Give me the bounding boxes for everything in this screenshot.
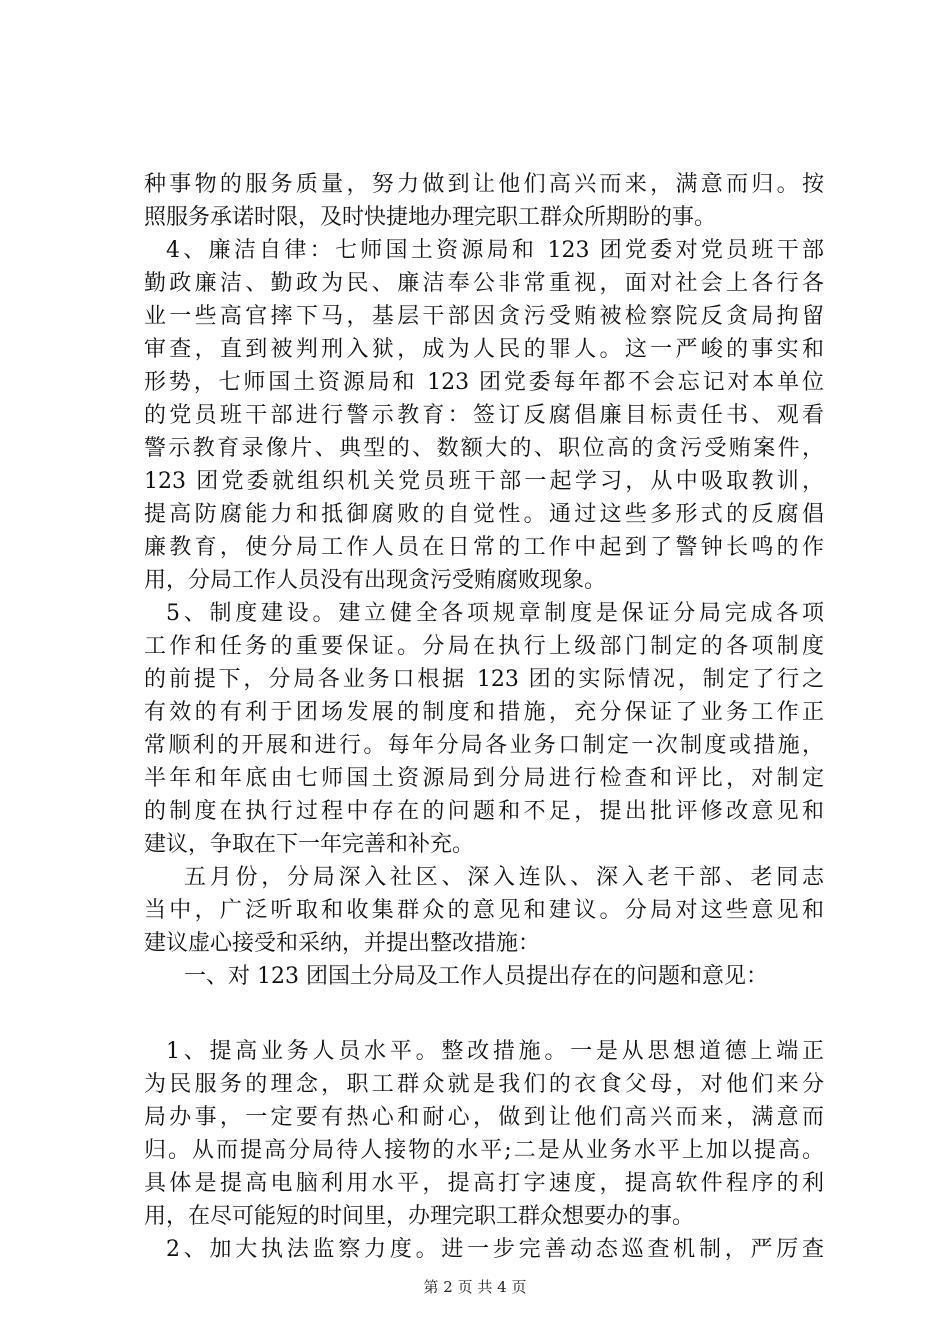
text-line: 为民服务的理念，职工群众就是我们的衣食父母，对他们来分 [144,1072,824,1097]
text-line: 建议虚心接受和采纳，并提出整改措施： [144,931,541,956]
text-line: 的党员班干部进行警示教育：签订反腐倡廉目标责任书、观看 [144,403,824,428]
text-line: 4、廉洁自律：七师国土资源局和 123 团党委对党员班干部 [166,238,824,263]
section-heading: 一、对 123 团国土分局及工作人员提出存在的问题和意见： [184,964,768,989]
text-line: 廉教育，使分局工作人员在日常的工作中起到了警钟长鸣的作 [144,535,824,560]
page-number-footer: 第 2 页 共 4 页 [423,1278,527,1296]
text-line: 有效的有利于团场发展的制度和措施，充分保证了业务工作正 [144,700,824,725]
text-line: 形势，七师国土资源局和 123 团党委每年都不会忘记对本单位 [144,370,824,395]
text-line: 用，分局工作人员没有出现贪污受贿腐败现象。 [144,568,607,593]
text-line: 1、提高业务人员水平。整改措施。一是从思想道德上端正 [166,1039,824,1064]
text-line: 建议，争取在下一年完善和补充。 [144,832,475,857]
text-line: 警示教育录像片、典型的、数额大的、职位高的贪污受贿案件， [144,436,824,461]
text-line: 的制度在执行过程中存在的问题和不足，提出批评修改意见和 [144,799,824,824]
text-line: 具体是提高电脑利用水平，提高打字速度，提高软件程序的利 [144,1171,824,1196]
text-line: 审查，直到被判刑入狱，成为人民的罪人。这一严峻的事实和 [144,337,824,362]
text-line: 半年和年底由七师国土资源局到分局进行检查和评比，对制定 [144,766,824,791]
blank-spacer [144,993,824,1035]
text-line: 照服务承诺时限，及时快捷地办理完职工群众所期盼的事。 [144,205,717,230]
text-line: 常顺利的开展和进行。每年分局各业务口制定一次制度或措施， [144,733,824,758]
text-line: 勤政廉洁、勤政为民、廉洁奉公非常重视，面对社会上各行各 [144,271,824,296]
text-line: 123 团党委就组织机关党员班干部一起学习，从中吸取教训， [144,469,824,494]
text-line: 5、制度建设。建立健全各项规章制度是保证分局完成各项 [166,601,824,626]
document-body [144,168,824,1266]
text-line: 工作和任务的重要保证。分局在执行上级部门制定的各项制度 [144,634,824,659]
text-line: 归。从而提高分局待人接物的水平;二是从业务水平上加以提高。 [144,1138,824,1163]
text-line: 提高防腐能力和抵御腐败的自觉性。通过这些多形式的反腐倡 [144,502,824,527]
text-line: 当中，广泛听取和收集群众的意见和建议。分局对这些意见和 [144,898,824,923]
text-line: 五月份，分局深入社区、深入连队、深入老干部、老同志 [184,865,824,890]
text-line: 2、加大执法监察力度。进一步完善动态巡查机制，严厉查 [166,1237,824,1262]
text-line: 种事物的服务质量，努力做到让他们高兴而来，满意而归。按 [144,172,824,197]
text-line: 的前提下，分局各业务口根据 123 团的实际情况，制定了行之 [144,667,824,692]
text-line: 用，在尽可能短的时间里，办理完职工群众想要办的事。 [144,1204,695,1229]
text-line: 业一些高官摔下马，基层干部因贪污受贿被检察院反贪局拘留 [144,304,824,329]
text-line: 局办事，一定要有热心和耐心，做到让他们高兴而来，满意而 [144,1105,824,1130]
